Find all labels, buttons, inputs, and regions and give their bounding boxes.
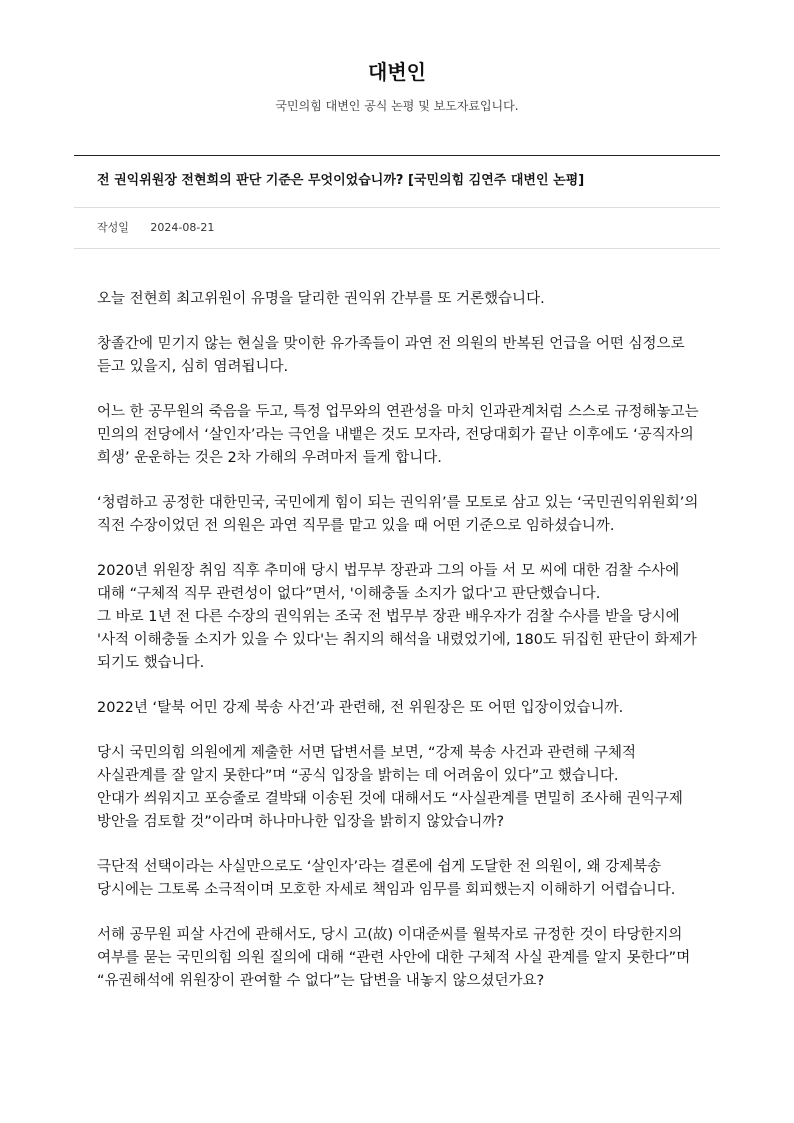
- article-body: [97, 288, 701, 1015]
- paragraph-2: [97, 333, 701, 379]
- paragraph-6: [97, 697, 701, 720]
- paragraph-line: 오늘 전현희 최고위원이 유명을 달리한 권익위 간부를 또 거론했습니다.: [97, 291, 545, 307]
- article-title: 전 권익위원장 전현희의 판단 기준은 무엇이었습니까? [국민의힘 김연주 대변인 논평]: [97, 173, 585, 188]
- title-divider: [74, 207, 720, 208]
- paragraph-9: [97, 924, 701, 993]
- publish-date: 2024-08-21: [150, 221, 215, 234]
- paragraph-line: 2022년 ‘탈북 어민 강제 북송 사건’과 관련해, 전 위원장은 또 어떤 입장이었습니까.: [97, 700, 624, 716]
- site-subtitle: 국민의힘 대변인 공식 논평 및 보도자료입니다.: [275, 99, 519, 113]
- paragraph-line: 어느 한 공무원의 죽음을 두고, 특정 업무와의 연관성을 마치 인과관계처럼 스스로 규정해놓고는 민의의 전당에서 ‘살인자’라는 극언을 내뱉은 것도 모자라, 전당대회가 끝난 이후에도 ‘공직자의 희생’ 운운하는 것은 2차 가해의 우려마저 들게 합니다.: [97, 404, 699, 466]
- paragraph-line: 안대가 씌워지고 포승줄로 결박돼 이송된 것에 대해서도 “사실관계를 면밀히 조사해 권익구제 방안을 검토할 것”이라며 하나마나한 입장을 밝히지 않았습니까?: [97, 791, 683, 830]
- header-divider: [74, 155, 720, 156]
- paragraph-line: 극단적 선택이라는 사실만으로도 ‘살인자’라는 결론에 쉽게 도달한 전 의원이, 왜 강제북송 당시에는 그토록 소극적이며 모호한 자세로 책임과 임무를 회피했는지 이해하기 어렵습니다.: [97, 859, 676, 898]
- meta-divider: [74, 248, 720, 249]
- paragraph-8: [97, 856, 701, 902]
- paragraph-4: [97, 492, 701, 538]
- paragraph-line: 창졸간에 믿기지 않는 현실을 맞이한 유가족들이 과연 전 의원의 반복된 언급을 어떤 심정으로 듣고 있을지, 심히 염려됩니다.: [97, 336, 685, 375]
- paragraph-line: 그 바로 1년 전 다른 수장의 권익위는 조국 전 법무부 장관 배우자가 검찰 수사를 받을 당시에 '사적 이해충돌 소지가 있을 수 있다'는 취지의 해석을 내렸었기에, 180도 뒤집힌 판단이 화제가 되기도 했습니다.: [97, 609, 697, 671]
- paragraph-line: 당시 국민의힘 의원에게 제출한 서면 답변서를 보면, “강제 북송 사건과 관련해 구체적 사실관계를 잘 알지 못한다”며 “공식 입장을 밝히는 데 어려움이 있다”고 했습니다.: [97, 745, 637, 784]
- paragraph-line: ‘청렴하고 공정한 대한민국, 국민에게 힘이 되는 권익위’를 모토로 삼고 있는 ‘국민권익위원회’의 직전 수장이었던 전 의원은 과연 직무를 맡고 있을 때 어떤 기준으로 임하셨습니까.: [97, 495, 699, 534]
- paragraph-7: [97, 742, 701, 834]
- paragraph-1: [97, 288, 701, 311]
- paragraph-5: [97, 560, 701, 675]
- paragraph-line: 서해 공무원 피살 사건에 관해서도, 당시 고(故) 이대준씨를 월북자로 규정한 것이 타당한지의 여부를 묻는 국민의힘 의원 질의에 대해 “관련 사안에 대한 구체적 사실 관계를 알지 못한다”며 “유권해석에 위원장이 관여할 수 없다”는 답변을 내놓지 않으셨던가요?: [97, 927, 691, 989]
- site-title: 대변인: [368, 60, 426, 84]
- article-meta: [97, 220, 214, 236]
- date-label: 작성일: [97, 221, 129, 234]
- paragraph-line: 2020년 위원장 취임 직후 추미애 당시 법무부 장관과 그의 아들 서 모 씨에 대한 검찰 수사에 대해 “구체적 직무 관련성이 없다”면서, '이해충돌 소지가 없다'고 판단했습니다.: [97, 563, 680, 602]
- paragraph-3: [97, 401, 701, 470]
